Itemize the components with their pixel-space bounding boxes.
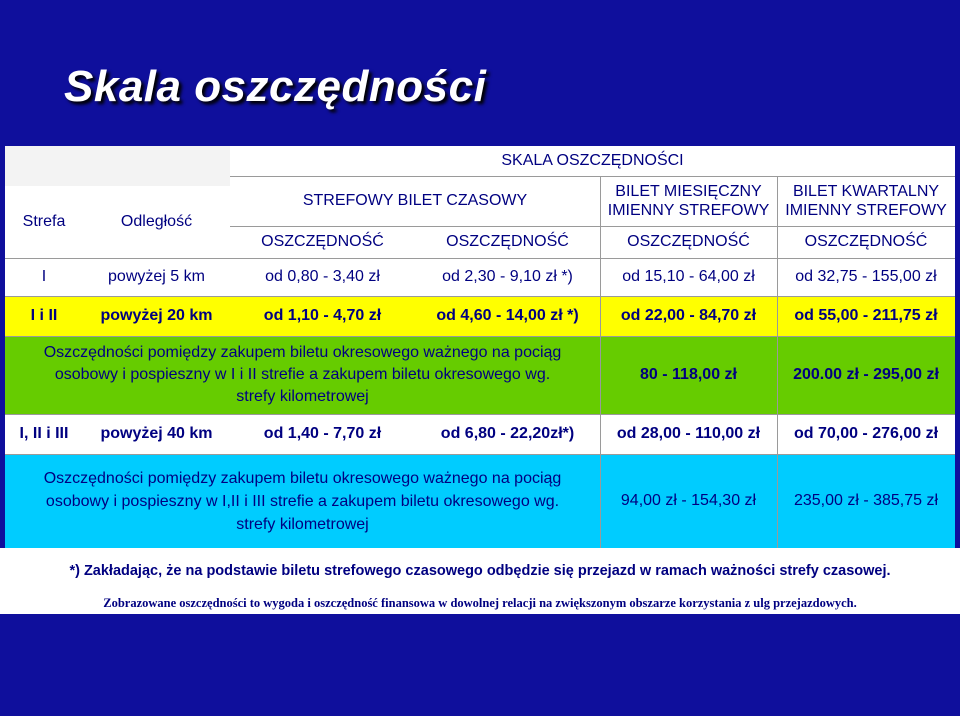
header-miesieczny: BILET MIESIĘCZNY IMIENNY STREFOWY bbox=[600, 176, 777, 226]
header-kwartalny: BILET KWARTALNY IMIENNY STREFOWY bbox=[777, 176, 955, 226]
row3-strefowy-2: od 6,80 - 22,20zł*) bbox=[415, 414, 600, 454]
slide-title: Skala oszczędności bbox=[64, 62, 487, 111]
green-monthly: 80 - 118,00 zł bbox=[600, 336, 777, 414]
divider bbox=[5, 296, 955, 297]
row2-miesieczny: od 22,00 - 84,70 zł bbox=[600, 296, 777, 336]
footnote: *) Zakładając, że na podstawie biletu strefowego czasowego odbędzie się przejazd w ramach ważności strefy czasowej. bbox=[0, 553, 960, 596]
row1-strefowy: od 0,80 - 3,40 zł bbox=[230, 258, 415, 296]
divider bbox=[5, 336, 955, 337]
row1-strefa: I bbox=[5, 258, 83, 296]
row1-odleglosc: powyżej 5 km bbox=[83, 258, 230, 296]
sub-oszczednosc-2: OSZCZĘDNOŚĆ bbox=[415, 226, 600, 258]
divider bbox=[5, 414, 955, 415]
row3-strefowy: od 1,40 - 7,70 zł bbox=[230, 414, 415, 454]
header-strefowy: STREFOWY BILET CZASOWY bbox=[230, 176, 600, 226]
green-quarterly: 200.00 zł - 295,00 zł bbox=[777, 336, 955, 414]
cyan-quarterly: 235,00 zł - 385,75 zł bbox=[777, 454, 955, 548]
row1-kwartalny: od 32,75 - 155,00 zł bbox=[777, 258, 955, 296]
sub-oszczednosc-3: OSZCZĘDNOŚĆ bbox=[600, 226, 777, 258]
cyan-monthly: 94,00 zł - 154,30 zł bbox=[600, 454, 777, 548]
header-strefa: Strefa bbox=[5, 186, 83, 258]
divider bbox=[5, 258, 955, 259]
divider bbox=[5, 454, 955, 455]
row3-miesieczny: od 28,00 - 110,00 zł bbox=[600, 414, 777, 454]
row3-odleglosc: powyżej 40 km bbox=[83, 414, 230, 454]
row1-strefowy-2: od 2,30 - 9,10 zł *) bbox=[415, 258, 600, 296]
row2-odleglosc: powyżej 20 km bbox=[83, 296, 230, 336]
cyan-description: Oszczędności pomiędzy zakupem biletu okresowego ważnego na pociąg osobowy i pospieszny w I,II i III strefie a zakupem biletu okresowego wg. strefy kilometrowej bbox=[5, 454, 600, 548]
savings-table bbox=[5, 146, 955, 548]
row1-miesieczny: od 15,10 - 64,00 zł bbox=[600, 258, 777, 296]
summary-note: Zobrazowane oszczędności to wygoda i oszczędność finansowa w dowolnej relacji na zwiększonym obszarze korzystania z ulg przejazdowych. bbox=[0, 596, 960, 614]
sub-oszczednosc-1: OSZCZĘDNOŚĆ bbox=[230, 226, 415, 258]
header-odleglosc: Odległość bbox=[83, 186, 230, 258]
green-description: Oszczędności pomiędzy zakupem biletu okresowego ważnego na pociąg osobowy i pospieszny w I i II strefie a zakupem biletu okresowego wg. strefy kilometrowej bbox=[5, 336, 600, 414]
sub-oszczednosc-4: OSZCZĘDNOŚĆ bbox=[777, 226, 955, 258]
row3-kwartalny: od 70,00 - 276,00 zł bbox=[777, 414, 955, 454]
row3-strefa: I, II i III bbox=[5, 414, 83, 454]
row2-strefowy-2: od 4,60 - 14,00 zł *) bbox=[415, 296, 600, 336]
divider bbox=[230, 226, 955, 227]
divider bbox=[600, 176, 601, 548]
divider bbox=[230, 176, 955, 177]
row2-strefowy: od 1,10 - 4,70 zł bbox=[230, 296, 415, 336]
divider bbox=[777, 176, 778, 548]
row2-kwartalny: od 55,00 - 211,75 zł bbox=[777, 296, 955, 336]
row2-strefa: I i II bbox=[5, 296, 83, 336]
header-skala: SKALA OSZCZĘDNOŚCI bbox=[230, 146, 955, 176]
